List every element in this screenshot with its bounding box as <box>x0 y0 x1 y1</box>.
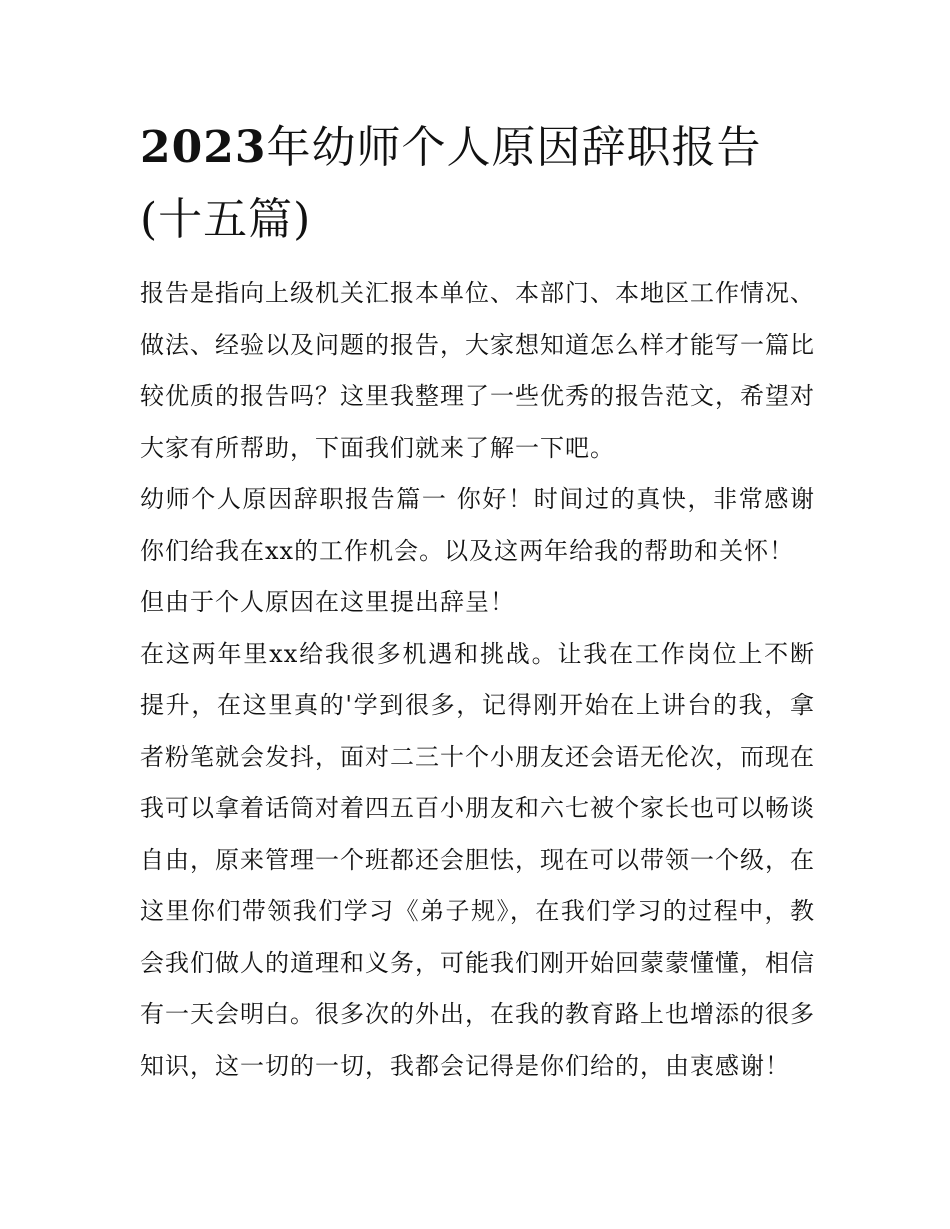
paragraph-3: 在这两年里xx给我很多机遇和挑战。让我在工作岗位上不断提升，在这里真的'学到很多，记得刚开始在上讲台的我，拿者粉笔就会发抖，面对二三十个小朋友还会语无伦次，而现在我可以拿着话筒对着四五百小朋友和六七被个家长也可以畅谈自由，原来管理一个班都还会胆怯，现在可以带领一个级，在这里你们带领我们学习《弟子规》，在我们学习的过程中，教会我们做人的道理和义务，可能我们刚开始回蒙蒙懂懂，相信有一天会明白。很多次的外出，在我的教育路上也增添的很多知识，这一切的一切，我都会记得是你们给的，由衷感谢！ <box>140 639 815 1080</box>
document-title <box>140 112 815 256</box>
paragraph-2: 但由于个人原因在这里提出辞呈！ <box>140 588 515 616</box>
title-year: 2023 <box>140 122 267 173</box>
document-body <box>140 112 815 1092</box>
title-text: 年幼师个人原因辞职报告(十五篇) <box>140 122 762 245</box>
paragraph-intro: 报告是指向上级机关汇报本单位、本部门、本地区工作情况、做法、经验以及问题的报告，大家想知道怎么样才能写一篇比较优质的报告吗？这里我整理了一些优秀的报告范文，希望对大家有所帮助，下面我们就来了解一下吧。 <box>140 279 815 462</box>
paragraph-1: 幼师个人原因辞职报告篇一 你好！时间过的真快，非常感谢你们给我在xx的工作机会。以及这两年给我的帮助和关怀！ <box>140 485 815 565</box>
